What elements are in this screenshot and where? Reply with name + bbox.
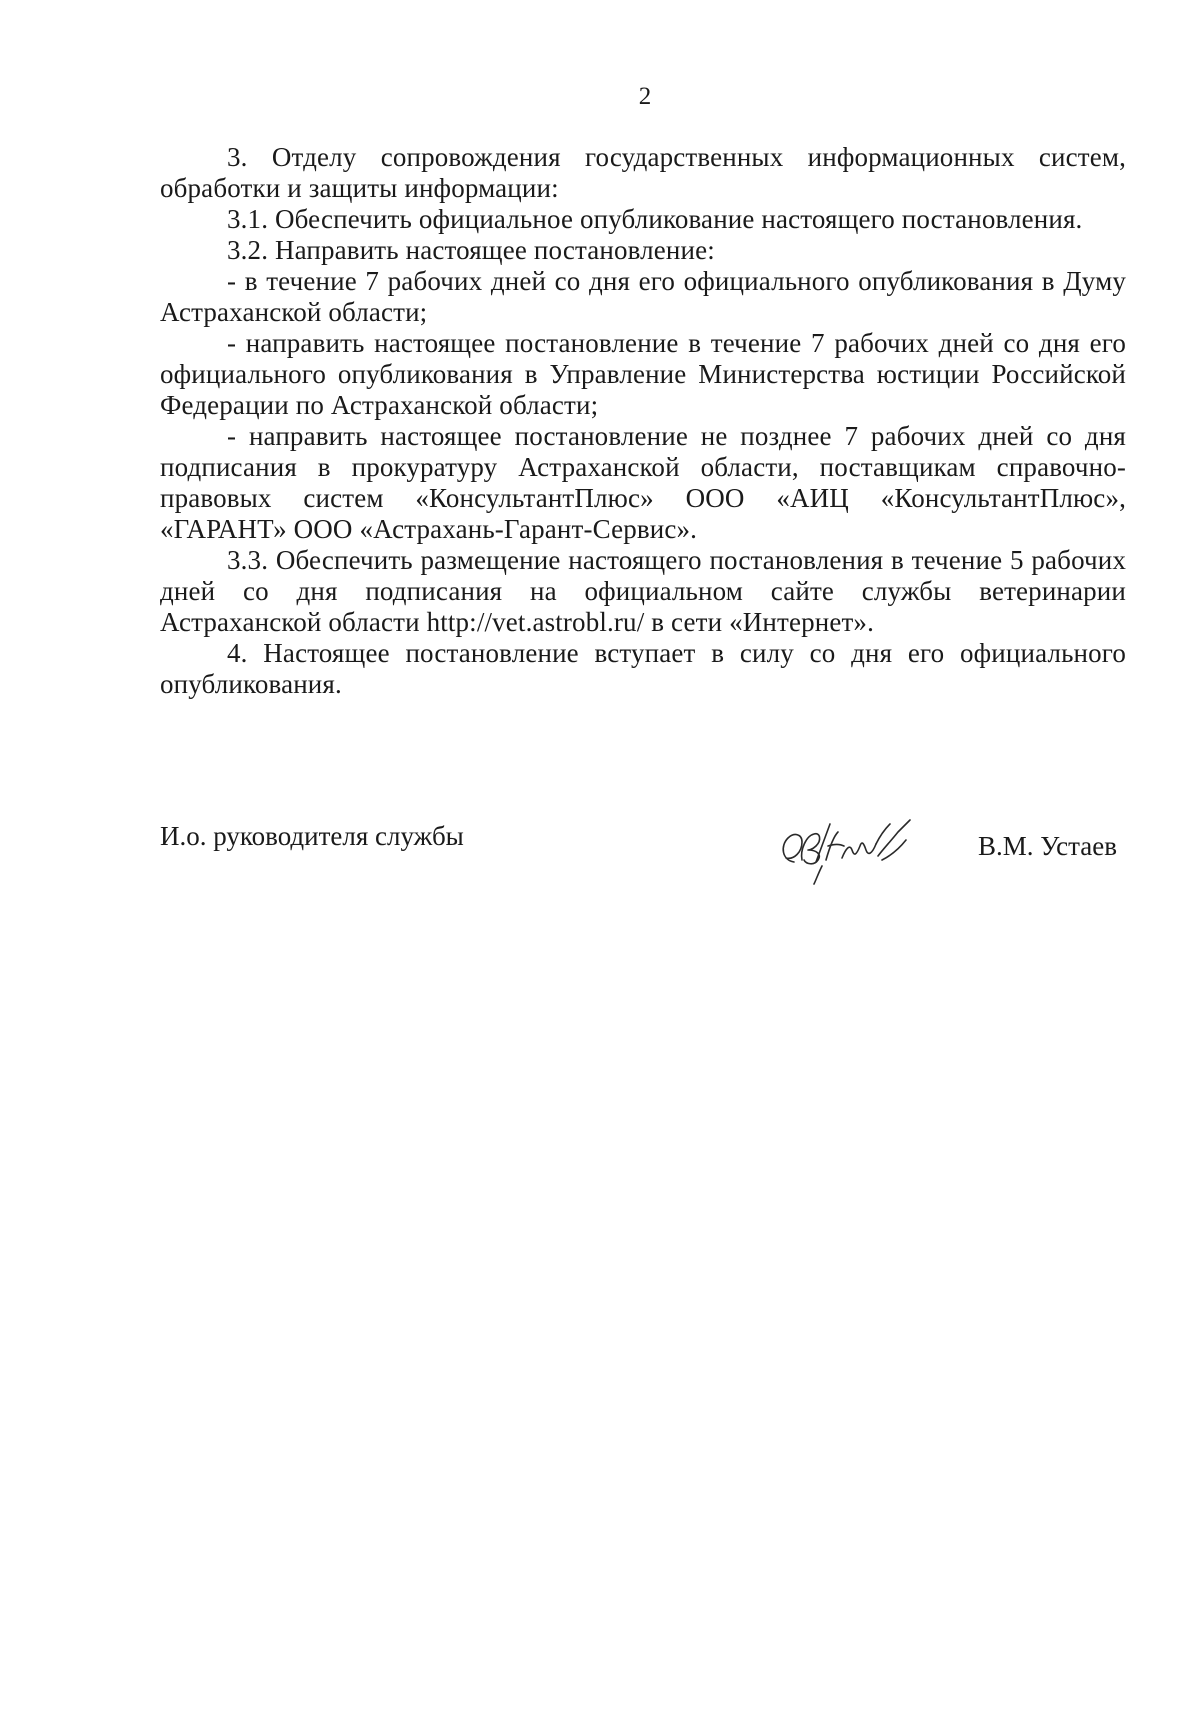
paragraph-3-3: 3.3. Обеспечить размещение настоящего постановления в течение 5 рабочих дней со дня подписания на официальном сайте службы ветеринарии Астраханской области http://vet.astrobl.ru/ в сети «Интернет».	[160, 545, 1126, 637]
paragraph-3: 3. Отделу сопровождения государственных информационных систем, обработки и защиты информации:	[160, 142, 1126, 203]
signatory-name: В.М. Устаев	[978, 831, 1117, 861]
paragraph-3-1: 3.1. Обеспечить официальное опубликование настоящего постановления.	[227, 204, 1083, 234]
paragraph-3-2-item-1: - в течение 7 рабочих дней со дня его официального опубликования в Думу Астраханской области;	[160, 266, 1126, 327]
page-number: 2	[638, 83, 652, 110]
signature-block	[0, 820, 1200, 890]
paragraph-3-2-item-3: - направить настоящее постановление не позднее 7 рабочих дней со дня подписания в прокуратуру Астраханской области, поставщикам справочно-правовых систем «КонсультантПлюс» ООО «АИЦ «КонсультантПлюс», «ГАРАНТ» ООО «Астрахань-Гарант-Сервис».	[160, 421, 1126, 544]
document-body	[160, 142, 1126, 700]
signatory-title: И.о. руководителя службы	[160, 821, 464, 851]
paragraph-3-2: 3.2. Направить настоящее постановление:	[227, 235, 715, 265]
handwritten-signature-icon	[772, 810, 922, 885]
paragraph-4: 4. Настоящее постановление вступает в силу со дня его официального опубликования.	[160, 638, 1126, 699]
paragraph-3-2-item-2: - направить настоящее постановление в течение 7 рабочих дней со дня его официального опубликования в Управление Министерства юстиции Российской Федерации по Астраханской области;	[160, 328, 1126, 420]
